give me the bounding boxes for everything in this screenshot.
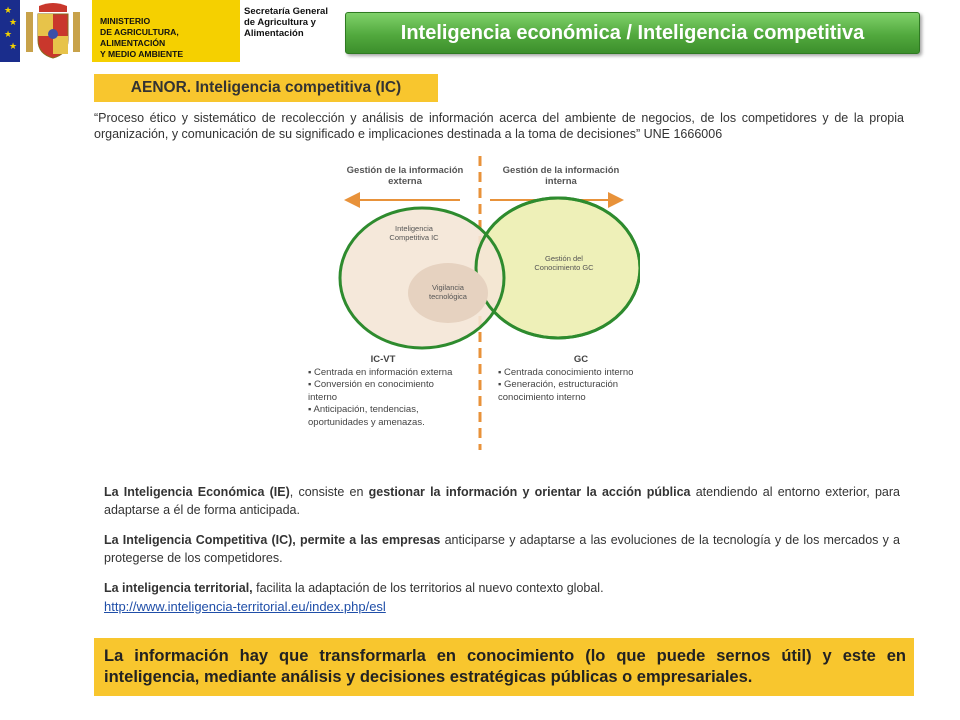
- gc-circle-label: Gestión del Conocimiento GC: [534, 254, 594, 272]
- paragraph-ie: [104, 484, 900, 519]
- government-logo: [0, 0, 88, 62]
- section-subtitle: AENOR. Inteligencia competitiva (IC): [94, 74, 438, 102]
- coat-of-arms-icon: [22, 2, 84, 60]
- conclusion-banner: [94, 638, 914, 696]
- ic-circle-label: Inteligencia Competitiva IC: [389, 224, 439, 242]
- territorial-link[interactable]: http://www.inteligencia-territorial.eu/index.php/esl: [104, 598, 386, 614]
- list-item: ▪ Centrada conocimiento interno: [498, 367, 664, 380]
- gc-list: [498, 354, 664, 404]
- list-item: ▪ Conversión en conocimiento interno: [308, 379, 458, 404]
- external-info-label: Gestión de la información externa: [346, 165, 464, 187]
- ie-text-2: atendiendo al entorno exterior, para adaptarse a él de forma anticipada.: [104, 485, 900, 517]
- star-icon: ★: [4, 29, 13, 39]
- page-title: Inteligencia económica / Inteligencia competitiva: [345, 12, 920, 54]
- star-icon: ★: [9, 17, 18, 27]
- vt-circle-label: Vigilancia tecnológica: [429, 283, 467, 301]
- internal-info-label: Gestión de la información interna: [502, 165, 620, 187]
- eu-flag-strip: [0, 0, 20, 62]
- star-icon: ★: [9, 41, 18, 51]
- paragraph-territorial: [104, 580, 900, 616]
- ic-text: anticiparse y adaptarse a las evoluciones de la tecnología y de los mercados y a protegerse de los competidores.: [104, 533, 900, 565]
- territorial-text: facilita la adaptación de los territorios al nuevo contexto global.: [252, 581, 604, 595]
- definition-quote: “Proceso ético y sistemático de recolección y análisis de información acerca del ambiente de negocios, de los competidores y de la propia organización, y comunicación de su significado e implicaciones destinada a la toma de decisiones” UNE 1666006: [94, 111, 904, 141]
- ministry-text: MINISTERIO DE AGRICULTURA, ALIMENTACIÓN Y MEDIO AMBIENTE: [100, 16, 184, 59]
- list-item: ▪ Centrada en información externa: [308, 367, 458, 380]
- ic-vt-title: IC-VT: [370, 354, 396, 365]
- ministry-label: [92, 0, 240, 62]
- secretaria-label: Secretaría General de Agricultura y Alimentación: [244, 6, 328, 39]
- ie-text-1: , consiste en: [289, 485, 369, 499]
- ic-vt-list: [308, 354, 458, 429]
- paragraph-ic: [104, 532, 900, 567]
- list-item: ▪ Anticipación, tendencias, oportunidades y amenazas.: [308, 404, 458, 429]
- list-item: ▪ Generación, estructuración conocimiento interno: [498, 379, 664, 404]
- territorial-term: La inteligencia territorial,: [104, 581, 253, 595]
- ie-term: La Inteligencia Económica (IE): [104, 485, 290, 499]
- body-text: [104, 484, 900, 616]
- gc-title: GC: [573, 354, 589, 365]
- ie-emphasis: gestionar la información y orientar la acción pública: [368, 485, 691, 499]
- conclusion-text: La información hay que transformarla en conocimiento (lo que puede sernos útil) y este en inteligencia, mediante análisis y decisiones estratégicas públicas o empresariales.: [104, 647, 906, 686]
- ic-term: La Inteligencia Competitiva (IC), permite a las empresas: [104, 533, 441, 547]
- star-icon: ★: [4, 5, 13, 15]
